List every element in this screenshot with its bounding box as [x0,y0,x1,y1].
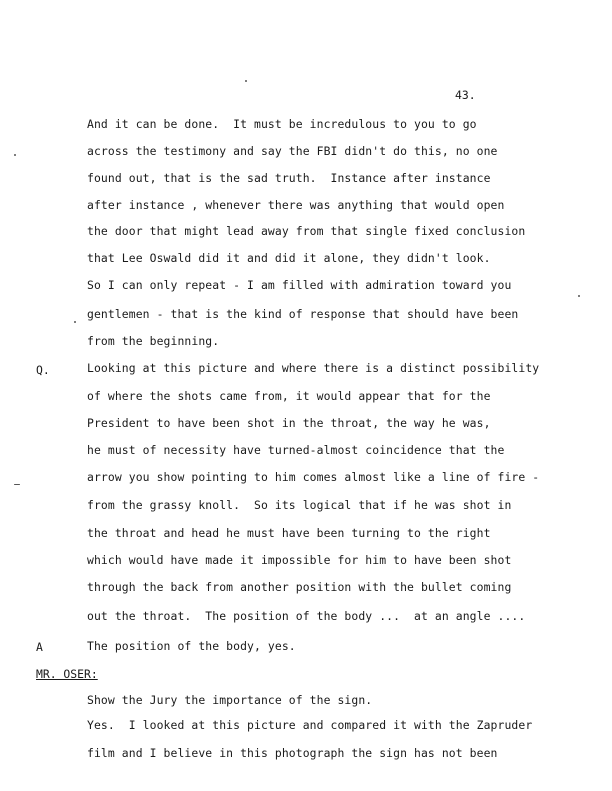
text-line: from the grassy knoll. So its logical that if he was shot in [87,498,512,512]
speaker-heading: MR. OSER: [36,667,98,681]
text-line: of where the shots came from, it would appear that for the [87,389,491,403]
text-line: after instance , whenever there was anything that would open [87,198,505,212]
text-line: film and I believe in this photograph the sign has not been [87,746,498,760]
text-line: across the testimony and say the FBI didn't do this, no one [87,144,498,158]
text-line: President to have been shot in the throat, the way he was, [87,416,491,430]
text-line: So I can only repeat - I am filled with admiration toward you [87,278,512,292]
text-line: And it can be done. It must be incredulous to you to go [87,117,477,131]
scan-speck [14,484,20,485]
text-line: out the throat. The position of the body ... at an angle .... [87,609,526,623]
text-line: the throat and head he must have been turning to the right [87,526,491,540]
scan-speck [245,80,247,82]
text-line: he must of necessity have turned-almost coincidence that the [87,443,505,457]
answer-label: A [36,640,43,654]
text-line: the door that might lead away from that single fixed conclusion [87,224,526,238]
text-line: Looking at this picture and where there is a distinct possibility [87,361,540,375]
scan-speck [14,154,16,156]
text-line: arrow you show pointing to him comes almost like a line of fire - [87,470,540,484]
text-line: gentlemen - that is the kind of response that should have been [87,307,519,321]
text-line: from the beginning. [87,334,220,348]
text-line: through the back from another position with the bullet coming [87,580,512,594]
text-line: found out, that is the sad truth. Instance after instance [87,171,491,185]
text-line: which would have made it impossible for him to have been shot [87,553,512,567]
text-line: that Lee Oswald did it and did it alone, they didn't look. [87,251,491,265]
text-line: Yes. I looked at this picture and compared it with the Zapruder [87,718,533,732]
page-number: 43. [455,88,476,102]
scan-speck [74,321,76,323]
scan-speck [578,295,580,297]
question-label: Q. [36,363,50,377]
answer-line: The position of the body, yes. [87,639,296,653]
text-line: Show the Jury the importance of the sign. [87,693,373,707]
